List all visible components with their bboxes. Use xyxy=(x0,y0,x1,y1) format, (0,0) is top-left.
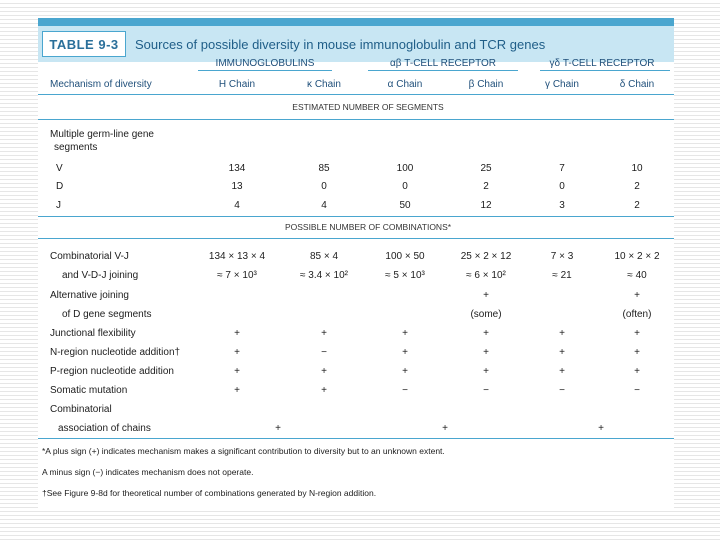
cell: + xyxy=(234,366,240,377)
cell: 50 xyxy=(399,200,411,211)
cell: − xyxy=(634,385,640,396)
cell: + xyxy=(634,290,640,301)
cell: 7 xyxy=(559,163,565,174)
col-h-chain: H Chain xyxy=(218,79,256,90)
cell: 25 × 2 × 12 xyxy=(460,251,512,262)
footnote-minus: A minus sign (−) indicates mechanism does not operate. xyxy=(42,467,254,477)
row-junctional-label: Junctional flexibility xyxy=(50,328,136,339)
segments-label-1: Multiple germ-line gene xyxy=(50,129,154,140)
cell: 134 xyxy=(228,163,246,174)
cell: ≈ 40 xyxy=(627,270,647,281)
cell: − xyxy=(321,347,327,358)
footnote-dagger: †See Figure 9-8d for theoretical number of combinations generated by N-region addition. xyxy=(42,488,377,498)
cell: + xyxy=(483,328,489,339)
cell: − xyxy=(559,385,565,396)
row-n-region-label: N-region nucleotide addition† xyxy=(50,347,181,358)
cell: + xyxy=(442,423,448,434)
cell: 134 × 13 × 4 xyxy=(208,251,266,262)
cell: 10 × 2 × 2 xyxy=(614,251,660,262)
cell: + xyxy=(483,347,489,358)
cell: + xyxy=(321,385,327,396)
cell: 2 xyxy=(634,181,640,192)
cell: + xyxy=(483,366,489,377)
cell: + xyxy=(559,366,565,377)
alternative-label-1: Alternative joining xyxy=(50,290,129,301)
row-d-label: D xyxy=(56,181,64,192)
cell: + xyxy=(634,328,640,339)
col-kappa-chain: κ Chain xyxy=(307,79,341,90)
cell: ≈ 3.4 × 10² xyxy=(299,270,349,281)
cell: + xyxy=(634,366,640,377)
cell: + xyxy=(275,423,281,434)
row-p-region-label: P-region nucleotide addition xyxy=(50,366,174,377)
cell: + xyxy=(402,347,408,358)
cell: 25 xyxy=(480,163,492,174)
header-rule xyxy=(38,94,674,95)
group-underline-ig xyxy=(198,70,332,71)
cell: + xyxy=(559,328,565,339)
col-gamma-chain: γ Chain xyxy=(545,79,579,90)
cell: (often) xyxy=(622,309,652,320)
cell: + xyxy=(402,366,408,377)
group-gd-tcr: γδ T-CELL RECEPTOR xyxy=(549,58,655,69)
cell: 4 xyxy=(234,200,240,211)
cell: 7 × 3 xyxy=(550,251,574,262)
association-label-2: association of chains xyxy=(58,423,151,434)
cell: + xyxy=(634,347,640,358)
col-beta-chain: β Chain xyxy=(468,79,504,90)
cell: + xyxy=(234,328,240,339)
cell: 100 xyxy=(396,163,414,174)
cell: − xyxy=(402,385,408,396)
col-delta-chain: δ Chain xyxy=(619,79,655,90)
cell: + xyxy=(402,328,408,339)
cell: + xyxy=(321,328,327,339)
cell: 0 xyxy=(321,181,327,192)
row-v-label: V xyxy=(56,163,63,174)
cell: 10 xyxy=(631,163,643,174)
cell: + xyxy=(559,347,565,358)
table-sheet xyxy=(38,18,674,508)
cell: 3 xyxy=(559,200,565,211)
cell: + xyxy=(321,366,327,377)
segments-label-2: segments xyxy=(54,142,98,153)
cell: − xyxy=(483,385,489,396)
combinatorial-label-1: Combinatorial V-J xyxy=(50,251,129,262)
table-label: TABLE 9-3 xyxy=(42,31,126,57)
alternative-label-2: of D gene segments xyxy=(62,309,152,320)
section-rule-top-combinations xyxy=(38,216,674,217)
row-somatic-label: Somatic mutation xyxy=(50,385,128,396)
cell: 2 xyxy=(634,200,640,211)
table-top-bar xyxy=(38,18,674,26)
cell: + xyxy=(483,290,489,301)
section-rule-combinations xyxy=(38,238,674,239)
cell: ≈ 5 × 10³ xyxy=(385,270,425,281)
footnote-plus: *A plus sign (+) indicates mechanism makes a significant contribution to diversity but to an unknown extent. xyxy=(42,446,445,456)
cell: 2 xyxy=(483,181,489,192)
cell: 0 xyxy=(559,181,565,192)
cell: + xyxy=(598,423,604,434)
cell: ≈ 7 × 10³ xyxy=(217,270,257,281)
cell: 4 xyxy=(321,200,327,211)
section-segments: ESTIMATED NUMBER OF SEGMENTS xyxy=(292,102,444,112)
association-label-1: Combinatorial xyxy=(50,404,112,415)
cell: 85 × 4 xyxy=(309,251,339,262)
cell: (some) xyxy=(470,309,502,320)
cell: + xyxy=(234,347,240,358)
table-title-bar xyxy=(38,26,674,62)
cell: 12 xyxy=(480,200,492,211)
group-underline-gd xyxy=(540,70,670,71)
cell: 0 xyxy=(402,181,408,192)
group-immunoglobulins: IMMUNOGLOBULINS xyxy=(215,58,315,69)
footer-rule xyxy=(38,438,674,439)
section-combinations: POSSIBLE NUMBER OF COMBINATIONS* xyxy=(284,222,452,232)
section-rule-segments xyxy=(38,119,674,120)
cell: 85 xyxy=(318,163,330,174)
group-ab-tcr: αβ T-CELL RECEPTOR xyxy=(389,58,497,69)
cell: ≈ 6 × 10² xyxy=(466,270,506,281)
group-underline-ab xyxy=(368,70,518,71)
col-mechanism: Mechanism of diversity xyxy=(50,79,152,90)
table-title: Sources of possible diversity in mouse immunoglobulin and TCR genes xyxy=(135,36,546,52)
cell: 13 xyxy=(231,181,243,192)
cell: ≈ 21 xyxy=(552,270,572,281)
combinatorial-label-2: and V-D-J joining xyxy=(62,270,139,281)
col-alpha-chain: α Chain xyxy=(387,79,423,90)
cell: 100 × 50 xyxy=(385,251,425,262)
row-j-label: J xyxy=(56,200,61,211)
cell: + xyxy=(234,385,240,396)
